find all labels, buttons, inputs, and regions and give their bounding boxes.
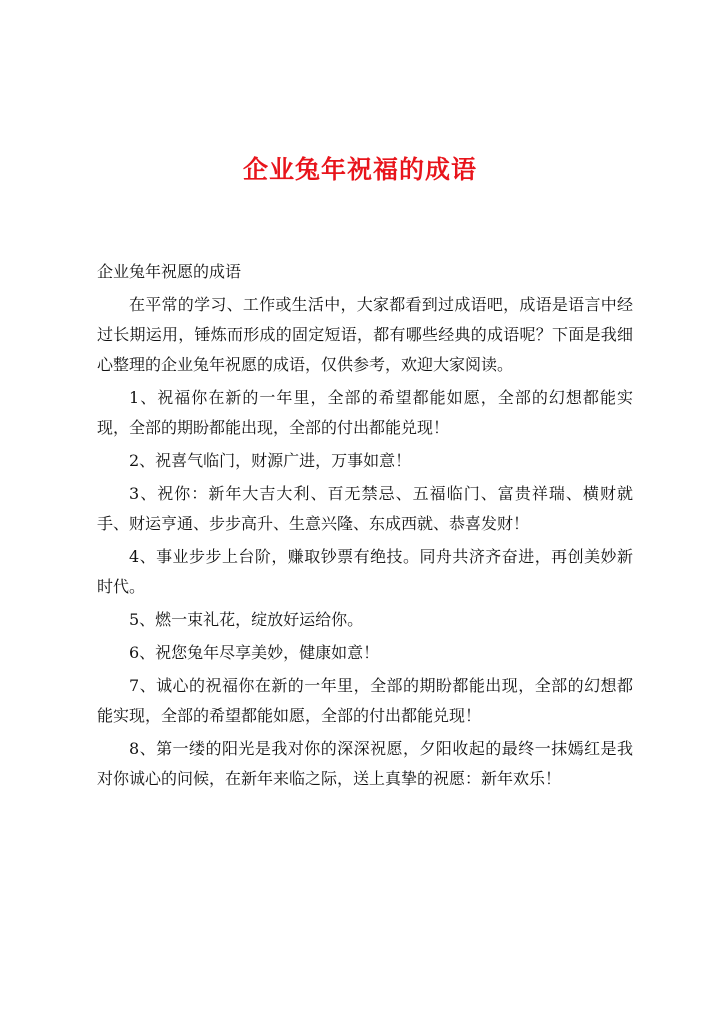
- list-item: 2、祝喜气临门，财源广进，万事如意！: [129, 451, 412, 470]
- list-item: 8、第一缕的阳光是我对你的深深祝愿，夕阳收起的最终一抹嫣红是我对你诚心的问候，在新年来临之际，送上真挚的祝愿：新年欢乐！: [97, 739, 633, 788]
- list-item: 4、事业步步上台阶，赚取钞票有绝技。同舟共济齐奋进，再创美妙新时代。: [97, 547, 633, 596]
- list-item: 1、祝福你在新的一年里，全部的希望都能如愿，全部的幻想都能实现，全部的期盼都能出现，全部的付出都能兑现！: [97, 388, 633, 437]
- list-item: 6、祝您兔年尽享美妙，健康如意！: [129, 643, 380, 662]
- list-item: 7、诚心的祝福你在新的一年里，全部的期盼都能出现，全部的幻想都能实现，全部的希望都能如愿，全部的付出都能兑现！: [97, 676, 633, 725]
- list-item: 5、燃一束礼花，绽放好运给你。: [129, 610, 364, 629]
- document-body: [97, 257, 633, 797]
- intro-paragraph: 在平常的学习、工作或生活中，大家都看到过成语吧，成语是语言中经过长期运用，锤炼而形成的固定短语，都有哪些经典的成语呢？下面是我细心整理的企业兔年祝愿的成语，仅供参考，欢迎大家阅读。: [97, 295, 633, 374]
- document-title: 企业兔年祝福的成语: [242, 155, 477, 184]
- list-item: 3、祝你：新年大吉大利、百无禁忌、五福临门、富贵祥瑞、横财就手、财运亨通、步步高升、生意兴隆、东成西就、恭喜发财！: [97, 484, 633, 533]
- document-subtitle: 企业兔年祝愿的成语: [97, 262, 242, 281]
